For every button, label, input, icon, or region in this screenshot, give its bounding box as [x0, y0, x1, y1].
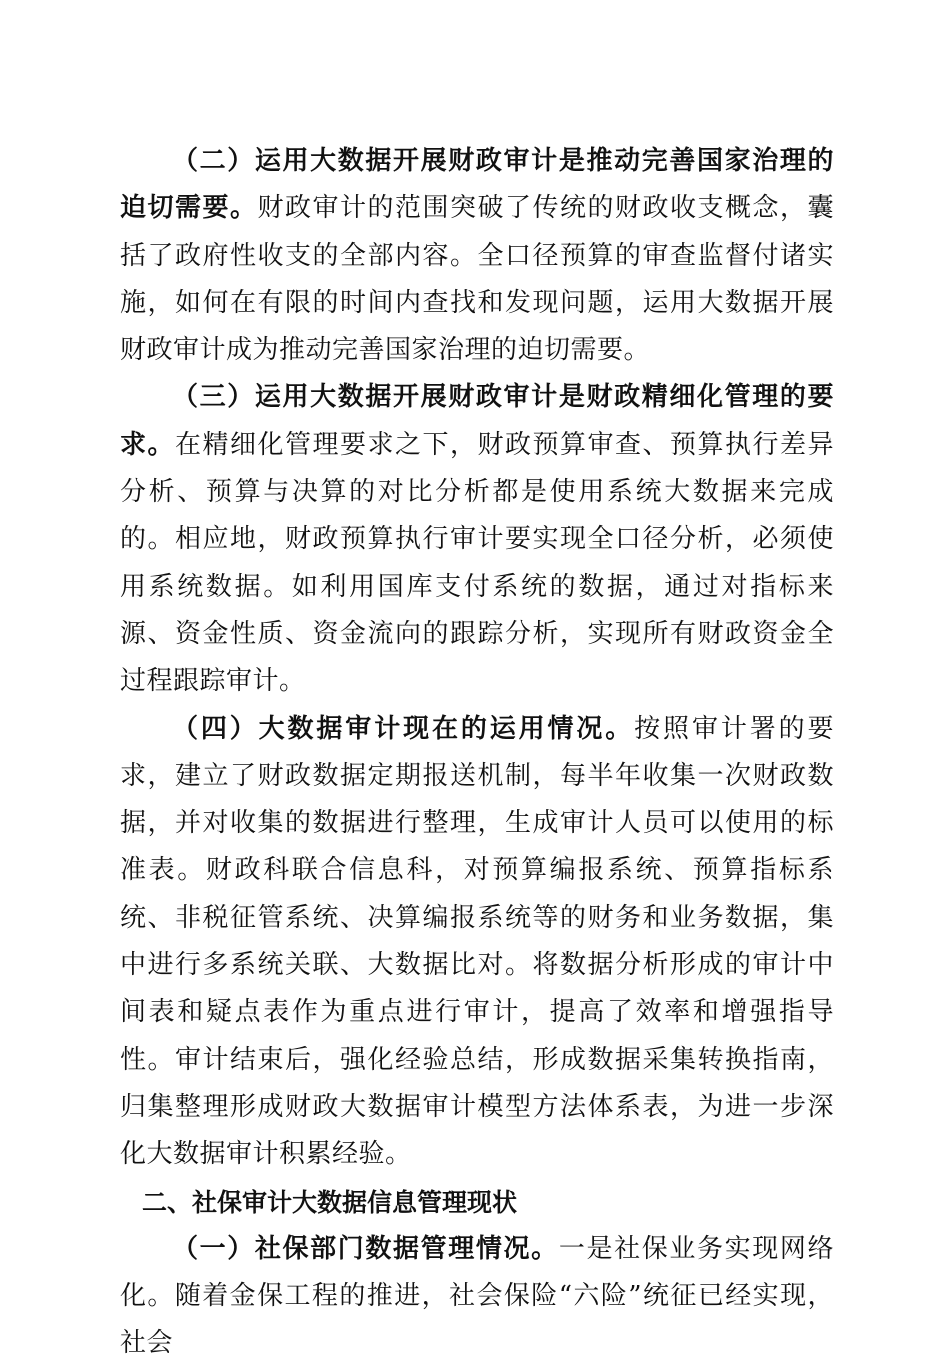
paragraph-lead: （二）运用大数据开展财政审计是推动完善国家治理的迫切需要。 — [120, 146, 834, 224]
paragraph-lead: （四）大数据审计现在的运用情况。 — [172, 713, 635, 744]
paragraph-lead: （三）运用大数据开展财政审计是财政精细化管理的要求。 — [120, 382, 834, 460]
paragraph-text: 按照审计署的要求，建立了财政数据定期报送机制，每半年收集一次财政数据，并对收集的数据进行整理，生成审计人员可以使用的标准表。财政科联合信息科，对预算编报系统、预算指标系统、非税征管系统、决算编报系统等的财务和业务数据，集中进行多系统关联、大数据比对。将数据分析形成的审计中间表和疑点表作为重点进行审计，提高了效率和增强指导性。审计结束后，强化经验总结，形成数据采集转换指南，归集整理形成财政大数据审计模型方法体系表，为进一步深化大数据审计积累经验。 — [120, 713, 834, 1170]
paragraph-text: 在精细化管理要求之下，财政预算审查、预算执行差异分析、预算与决算的对比分析都是使用系统大数据来完成的。相应地，财政预算执行审计要实现全口径分析，必须使用系统数据。如利用国库支付系统的数据，通过对指标来源、资金性质、资金流向的跟踪分析，实现所有财政资金全过程跟踪审计。 — [120, 429, 834, 697]
paragraph-lead: （一）社保部门数据管理情况。 — [172, 1233, 559, 1264]
paragraph-social-security-data — [120, 1226, 834, 1368]
section-heading: 二、社保审计大数据信息管理现状 — [142, 1187, 518, 1217]
paragraph-text: 财政审计的范围突破了传统的财政收支概念，囊括了政府性收支的全部内容。全口径预算的审查监督付诸实施，如何在有限的时间内查找和发现问题，运用大数据开展财政审计成为推动完善国家治理的迫切需要。 — [120, 193, 834, 366]
paragraph-text: 一是社保业务实现网络化。随着金保工程的推进，社会保险“六险”统征已经实现，社会 — [120, 1233, 834, 1359]
document-body — [120, 138, 834, 1368]
paragraph-fine-management — [120, 374, 834, 705]
paragraph-big-data-usage — [120, 706, 834, 1179]
paragraph-budget-governance — [120, 138, 834, 374]
